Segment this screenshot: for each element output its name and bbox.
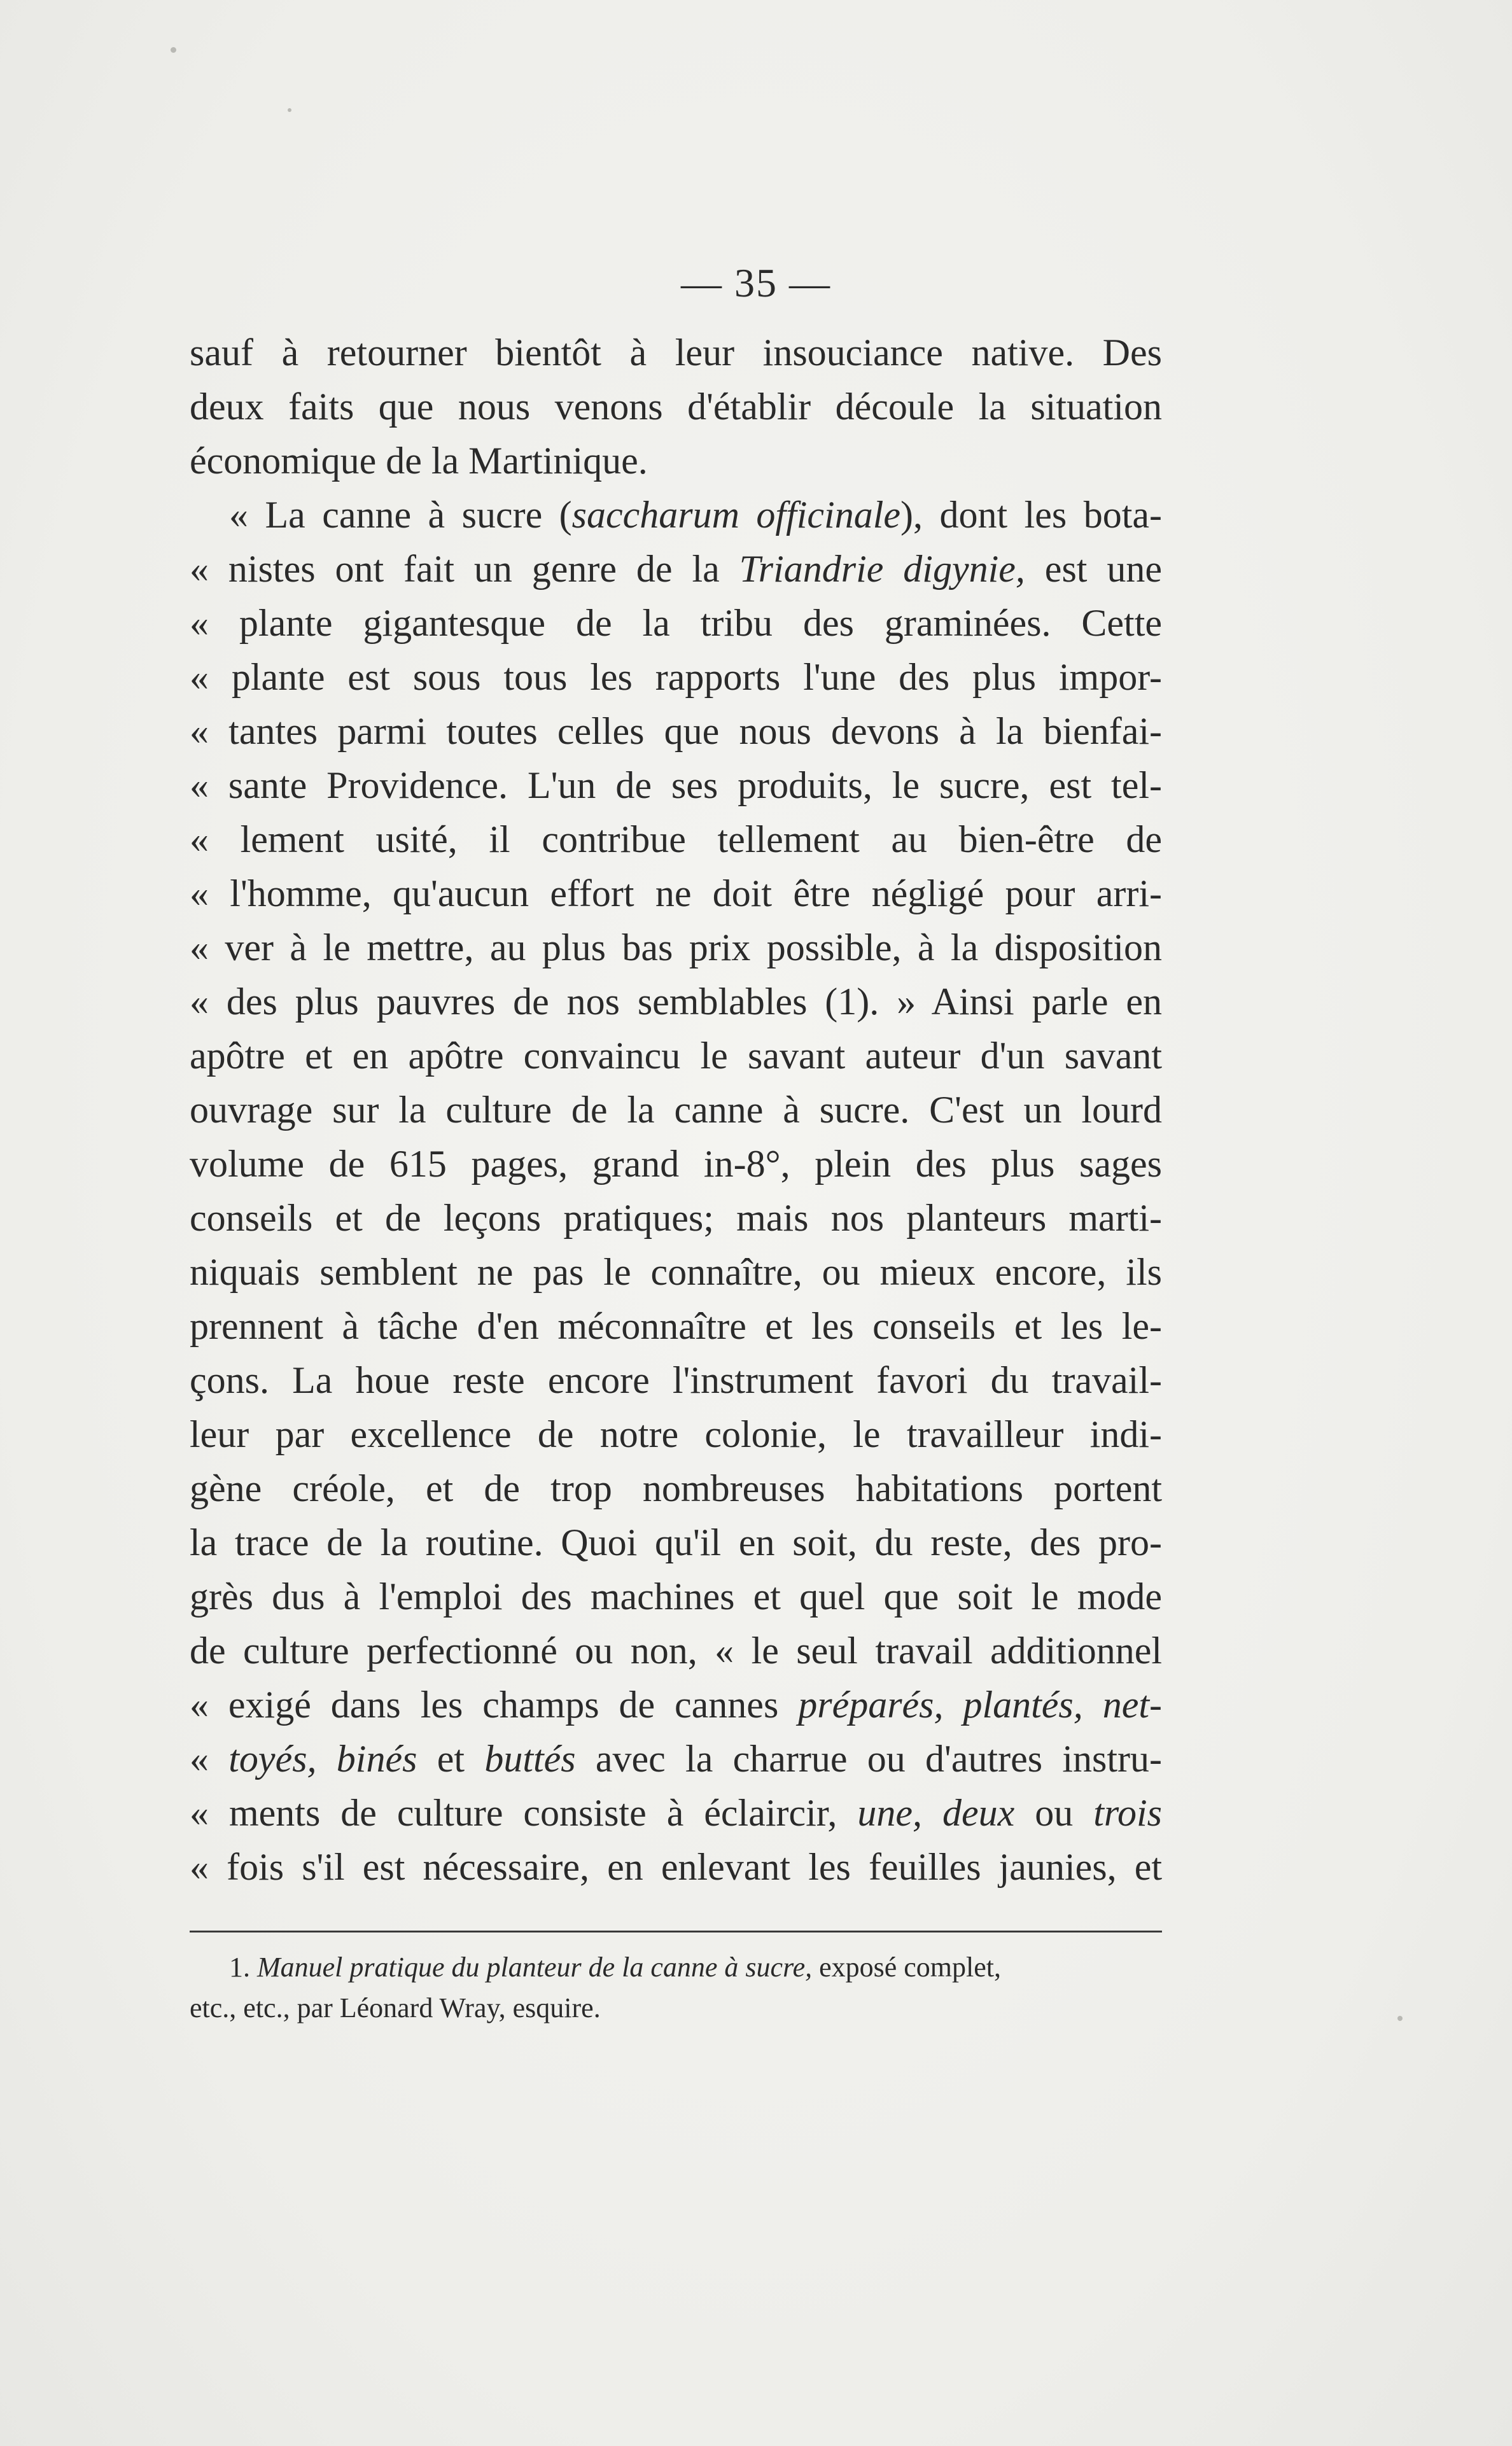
text-line [190, 1732, 1162, 1786]
paper-speck [171, 47, 176, 53]
text-run: avec la charrue ou d'autres instru- [575, 1738, 1162, 1780]
text-run: « La canne à sucre ( [229, 494, 572, 536]
text-line [190, 542, 1162, 596]
text-line: « plante est sous tous les rapports l'une des plus impor- [190, 656, 1162, 698]
text-line: niquais semblent ne pas le connaître, ou mieux encore, ils [190, 1251, 1162, 1293]
italic-term: Triandrie digynie, [739, 548, 1025, 590]
page-number: — 35 — [681, 260, 831, 305]
text-line: prennent à tâche d'en méconnaître et les conseils et les le- [190, 1305, 1162, 1347]
text-line: de culture perfectionné ou non, « le seul travail additionnel [190, 1630, 1162, 1672]
text-line [190, 488, 1162, 542]
footnote-rule [190, 1931, 1162, 1932]
text-line: « fois s'il est nécessaire, en enlevant les feuilles jaunies, et [190, 1846, 1162, 1888]
text-line: deux faits que nous venons d'établir découle la situation [190, 386, 1162, 428]
italic-term: une, deux [857, 1792, 1015, 1834]
text-line: apôtre et en apôtre convaincu le savant auteur d'un savant [190, 1035, 1162, 1077]
text-line: « des plus pauvres de nos semblables (1). » Ainsi parle en [190, 981, 1162, 1023]
text-line: ouvrage sur la culture de la canne à sucre. C'est un lourd [190, 1089, 1162, 1131]
text-line: « tantes parmi toutes celles que nous devons à la bienfai- [190, 710, 1162, 752]
text-line: volume de 615 pages, grand in-8°, plein des plus sages [190, 1143, 1162, 1185]
text-run: ), dont les bota- [900, 494, 1162, 536]
paper-speck [288, 108, 291, 112]
italic-term: préparés, plantés, net- [798, 1684, 1162, 1726]
footnote-line: etc., etc., par Léonard Wray, esquire. [190, 1992, 601, 2023]
text-line: leur par excellence de notre colonie, le travailleur indi- [190, 1413, 1162, 1455]
text-line: économique de la Martinique. [190, 440, 648, 482]
text-run: « exigé dans les champs de cannes [190, 1684, 799, 1726]
italic-term: trois [1093, 1792, 1163, 1834]
italic-term: toyés, binés [228, 1738, 417, 1780]
text-line: la trace de la routine. Quoi qu'il en soit, du reste, des pro- [190, 1521, 1162, 1563]
text-run: « ments de culture consiste à éclaircir, [190, 1792, 858, 1834]
text-run: et [417, 1738, 485, 1780]
text-line: « sante Providence. L'un de ses produits, le sucre, est tel- [190, 764, 1162, 806]
text-line: sauf à retourner bientôt à leur insouciance native. Des [190, 332, 1162, 374]
text-line: grès dus à l'emploi des machines et quel que soit le mode [190, 1576, 1162, 1618]
text-line: gène créole, et de trop nombreuses habitations portent [190, 1467, 1162, 1509]
footnote [190, 1947, 1162, 2029]
text-run: « nistes ont fait un genre de la [190, 548, 739, 590]
italic-term: buttés [484, 1738, 576, 1780]
text-line: « ver à le mettre, au plus bas prix possible, à la disposition [190, 926, 1162, 968]
text-line: conseils et de leçons pratiques; mais nos planteurs marti- [190, 1197, 1162, 1239]
text-line: « l'homme, qu'aucun effort ne doit être négligé pour arri- [190, 872, 1162, 914]
text-run: « [190, 1738, 229, 1780]
paper-speck [1397, 2016, 1403, 2021]
text-line: çons. La houe reste encore l'instrument favori du travail- [190, 1359, 1162, 1401]
text-run: est une [1025, 548, 1162, 590]
footnote-marker: 1. [229, 1952, 250, 1983]
body-text [190, 326, 1162, 1894]
footnote-text: exposé complet, [812, 1952, 1002, 1983]
italic-term: saccharum officinale [571, 494, 901, 536]
footnote-title: Manuel pratique du planteur de la canne à sucre, [257, 1952, 813, 1983]
text-line [190, 1786, 1162, 1840]
text-line [190, 1678, 1162, 1732]
footnote-line [190, 1947, 1162, 1988]
text-line: « lement usité, il contribue tellement au bien-être de [190, 818, 1162, 860]
text-line: « plante gigantesque de la tribu des graminées. Cette [190, 602, 1162, 644]
text-run: ou [1014, 1792, 1094, 1834]
